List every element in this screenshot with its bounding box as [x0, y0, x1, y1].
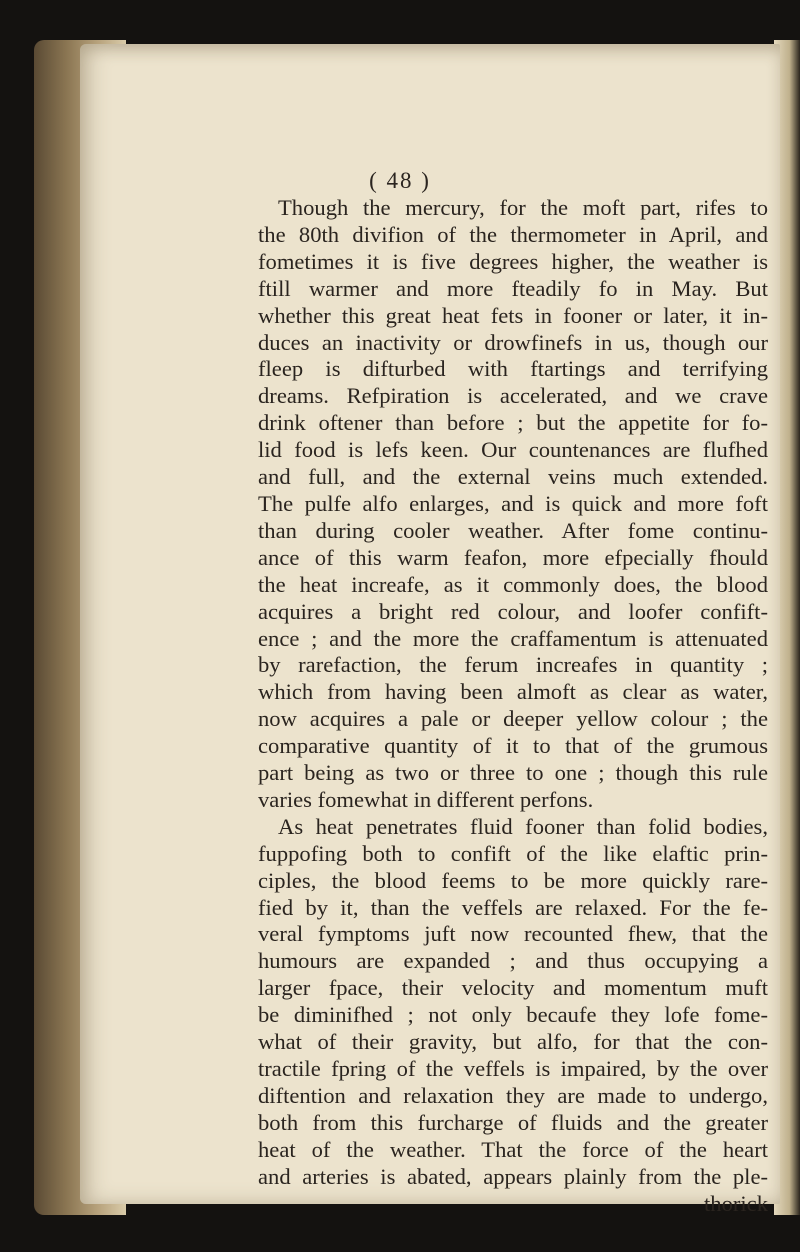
text-line: fometimes it is five degrees higher, the weather is [258, 248, 768, 274]
text-line: drink oftener than before ; but the appetite for fo- [258, 410, 768, 436]
text-line: fleep is difturbed with ftartings and terrifying [258, 356, 768, 382]
text-line: veral fymptoms juft now recounted fhew, that the [258, 921, 768, 947]
catchword: thorick [704, 1190, 768, 1216]
body-text [258, 195, 768, 1217]
text-line: and full, and the external veins much extended. [258, 464, 768, 490]
text-line: the 80th divifion of the thermometer in April, and [258, 221, 768, 247]
text-line: The pulfe alfo enlarges, and is quick and more foft [258, 490, 768, 516]
text-line: ence ; and the more the craffamentum is attenuated [258, 625, 768, 651]
text-line: As heat penetrates fluid fooner than folid bodies, [278, 813, 768, 839]
text-line: fied by it, than the veffels are relaxed. For the fe- [258, 894, 768, 920]
page-number: ( 48 ) [369, 168, 431, 193]
text-line: part being as two or three to one ; though this rule [258, 760, 768, 786]
text-line: what of their gravity, but alfo, for that the con- [258, 1029, 768, 1055]
text-line: heat of the weather. That the force of the heart [258, 1136, 768, 1162]
text-line: acquires a bright red colour, and loofer confift- [258, 598, 768, 624]
text-line: duces an inactivity or drowfinefs in us, though our [258, 329, 768, 355]
text-line: the heat increafe, as it commonly does, the blood [258, 571, 768, 597]
text-line: both from this furcharge of fluids and the greater [258, 1109, 768, 1135]
text-line: which from having been almoft as clear as water, [258, 679, 768, 705]
text-line: ance of this warm feafon, more efpecially fhould [258, 544, 768, 570]
text-line: ciples, the blood feems to be more quickly rare- [258, 867, 768, 893]
text-line: by rarefaction, the ferum increafes in quantity ; [258, 652, 768, 678]
text-line: tractile fpring of the veffels is impaired, by the over [258, 1056, 768, 1081]
text-line: varies fomewhat in different perfons. [258, 786, 594, 812]
text-line: now acquires a pale or deeper yellow colour ; the [258, 706, 768, 732]
text-line: fuppofing both to confift of the like elaftic prin- [258, 840, 768, 866]
text-line: larger fpace, their velocity and momentum muft [258, 975, 768, 1001]
text-line: and arteries is abated, appears plainly from the ple- [258, 1163, 768, 1189]
text-line: comparative quantity of it to that of the grumous [258, 733, 768, 759]
text-line: than during cooler weather. After fome continu- [258, 517, 768, 543]
text-line: dreams. Refpiration is accelerated, and we crave [258, 383, 768, 409]
text-line: lid food is lefs keen. Our countenances are flufhed [258, 437, 768, 463]
text-line: ftill warmer and more fteadily fo in May. But [258, 275, 768, 301]
text-line: diftention and relaxation they are made to undergo, [258, 1082, 768, 1108]
text-line: Though the mercury, for the moft part, rifes to [278, 195, 768, 220]
text-line: whether this great heat fets in fooner or later, it in- [258, 302, 768, 328]
text-line: humours are expanded ; and thus occupying a [258, 948, 768, 974]
text-line: be diminifhed ; not only becaufe they lofe fome- [258, 1002, 768, 1028]
